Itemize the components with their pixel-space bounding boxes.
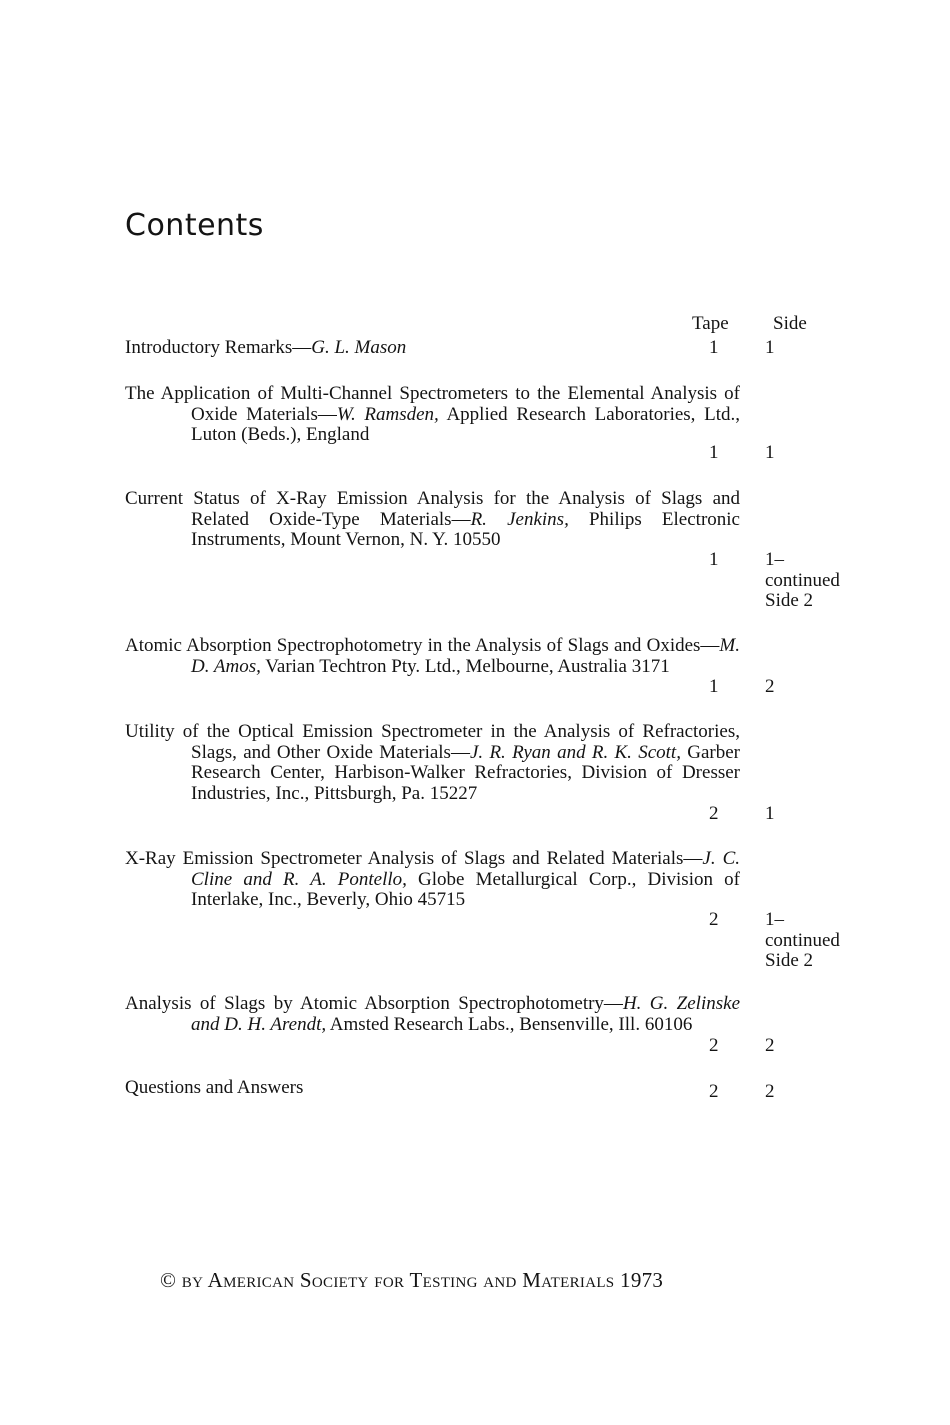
entry-affiliation: Applied Research Laboratories, Ltd., Luton (Beds.), England xyxy=(191,403,740,445)
entry-side: 1–continued Side 2 xyxy=(765,909,840,971)
column-header-side: Side xyxy=(773,313,807,334)
entry-affiliation: Varian Techtron Pty. Ltd., Melbourne, Australia 3171 xyxy=(260,655,670,677)
entry-tape: 1 xyxy=(709,549,719,570)
copyright-text: © by American Society for Testing and Materials xyxy=(160,1268,615,1292)
entry-tape: 2 xyxy=(709,803,719,824)
entry-title: Questions and Answers xyxy=(125,1077,304,1098)
entry-authors: H. G. Zelinske and D. H. Arendt, xyxy=(191,993,740,1035)
entry-title: Current Status of X-Ray Emission Analysis for the Analysis of Slags and Related Oxide-Type Materials— xyxy=(125,488,740,530)
contents-entry xyxy=(125,489,740,551)
entry-authors: J. R. Ryan and R. K. Scott, xyxy=(469,741,681,763)
entry-affiliation: Garber Research Center, Harbison-Walker Refractories, Division of Dresser Industries, Inc., Pittsburgh, Pa. 15227 xyxy=(191,741,740,804)
contents-entry xyxy=(125,636,740,677)
entry-tape: 1 xyxy=(709,676,719,697)
entry-title: Analysis of Slags by Atomic Absorption Spectrophotometry— xyxy=(125,993,623,1014)
entry-side: 1 xyxy=(765,337,775,358)
entry-tape: 2 xyxy=(709,1081,719,1102)
entry-side: 1–continued Side 2 xyxy=(765,549,840,611)
entry-side: 2 xyxy=(765,1081,775,1102)
entry-side: 2 xyxy=(765,1035,775,1056)
entry-tape: 1 xyxy=(709,337,719,358)
contents-entry xyxy=(125,722,740,804)
entry-authors: R. Jenkins, xyxy=(470,508,569,530)
entry-side: 1 xyxy=(765,442,775,463)
entry-side: 1 xyxy=(765,803,775,824)
copyright-year: 1973 xyxy=(620,1268,664,1292)
column-header-tape: Tape xyxy=(692,313,729,334)
entry-authors: G. L. Mason xyxy=(311,337,407,358)
entry-tape: 2 xyxy=(709,1035,719,1056)
copyright-notice xyxy=(160,1268,663,1293)
entry-tape: 2 xyxy=(709,909,719,930)
entry-tape: 1 xyxy=(709,442,719,463)
entry-affiliation: Amsted Research Labs., Bensenville, Ill. 60106 xyxy=(326,1013,693,1035)
entry-authors: M. D. Amos, xyxy=(191,635,740,677)
entry-title: Utility of the Optical Emission Spectrometer in the Analysis of Refractories, Slags, and Other Oxide Materials— xyxy=(125,721,740,763)
entry-affiliation: Globe Metallurgical Corp., Division of Interlake, Inc., Beverly, Ohio 45715 xyxy=(191,868,740,910)
entry-title: X-Ray Emission Spectrometer Analysis of Slags and Related Materials— xyxy=(125,848,703,869)
entry-authors: J. C. Cline and R. A. Pontello, xyxy=(191,848,741,890)
contents-entry xyxy=(125,994,740,1035)
entry-title: Atomic Absorption Spectrophotometry in the Analysis of Slags and Oxides— xyxy=(125,635,720,656)
contents-entry xyxy=(125,384,740,446)
contents-entry xyxy=(125,849,740,911)
entry-title: The Application of Multi-Channel Spectrometers to the Elemental Analysis of Oxide Materials— xyxy=(125,383,740,425)
entry-authors: W. Ramsden, xyxy=(336,403,439,425)
entry-title: Introductory Remarks— xyxy=(125,337,312,358)
entry-side: 2 xyxy=(765,676,775,697)
entry-affiliation: Philips Electronic Instruments, Mount Vernon, N. Y. 10550 xyxy=(191,508,740,550)
contents-entry xyxy=(125,1078,740,1099)
contents-entry xyxy=(125,338,740,359)
page-title: Contents xyxy=(125,208,264,243)
